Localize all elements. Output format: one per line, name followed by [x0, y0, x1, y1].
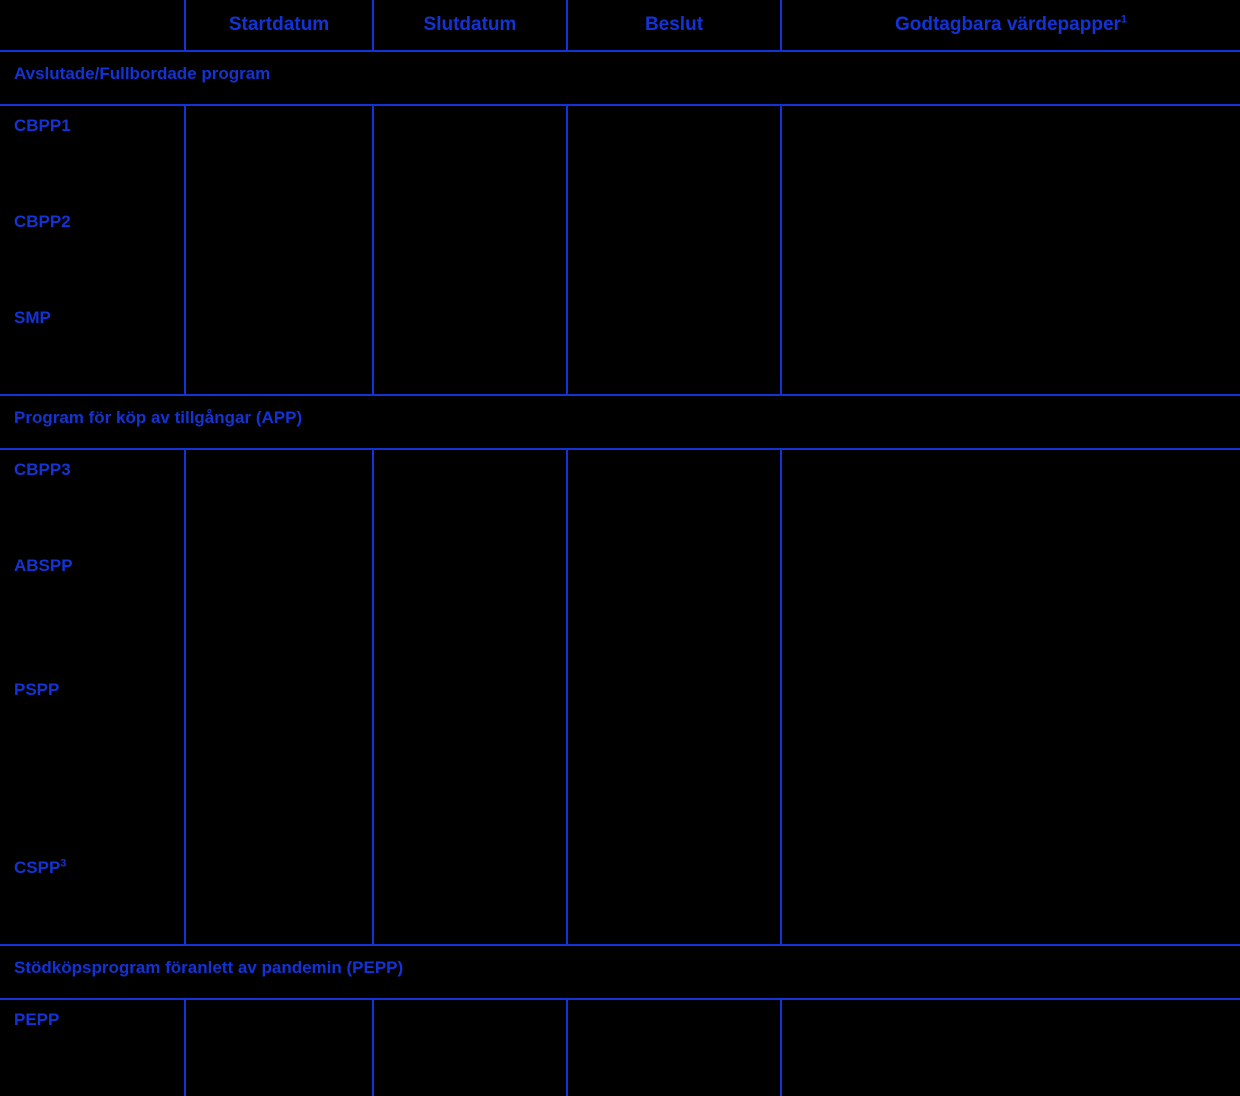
row-label-abspp-text: ABSPP [14, 556, 73, 575]
cell-cbpp2-slutdatum [373, 202, 567, 298]
column-header-slutdatum: Slutdatum [373, 0, 567, 51]
cell-abspp-beslut [567, 546, 781, 670]
table-row [0, 999, 1240, 1096]
section-header-row [0, 51, 1240, 105]
cell-cbpp3-startdatum [185, 449, 373, 546]
cell-abspp-vardepapper [781, 546, 1240, 670]
table-header-row [0, 0, 1240, 51]
section-title-pepp: Stödköpsprogram föranlett av pandemin (PEPP) [0, 945, 1240, 999]
table-row [0, 670, 1240, 848]
cell-cbpp1-vardepapper [781, 105, 1240, 202]
column-header-vardepapper [781, 0, 1240, 51]
cell-cbpp1-startdatum [185, 105, 373, 202]
table-row [0, 848, 1240, 945]
row-label-cspp [0, 848, 185, 945]
section-title-avslutade: Avslutade/Fullbordade program [0, 51, 1240, 105]
cell-smp-beslut [567, 298, 781, 395]
table-row [0, 449, 1240, 546]
row-label-pspp [0, 670, 185, 848]
cell-abspp-slutdatum [373, 546, 567, 670]
row-label-cbpp2-text: CBPP2 [14, 212, 71, 231]
cell-cspp-startdatum [185, 848, 373, 945]
row-label-smp [0, 298, 185, 395]
cell-pspp-startdatum [185, 670, 373, 848]
row-label-cspp-name: CSPP [14, 858, 61, 877]
cell-pepp-beslut [567, 999, 781, 1096]
cell-pspp-beslut [567, 670, 781, 848]
table-row [0, 546, 1240, 670]
cell-pspp-vardepapper [781, 670, 1240, 848]
table-body [0, 51, 1240, 1096]
cell-cbpp3-vardepapper [781, 449, 1240, 546]
cell-smp-slutdatum [373, 298, 567, 395]
row-label-cbpp3-text: CBPP3 [14, 460, 71, 479]
cell-cbpp2-beslut [567, 202, 781, 298]
row-label-cbpp2 [0, 202, 185, 298]
cell-pepp-slutdatum [373, 999, 567, 1096]
row-label-smp-text: SMP [14, 308, 51, 327]
column-header-vardepapper-text: Godtagbara värdepapper [894, 14, 1121, 35]
column-header-program [0, 0, 185, 51]
section-title-app: Program för köp av tillgångar (APP) [0, 395, 1240, 449]
row-label-pepp-text: PEPP [14, 1010, 60, 1029]
row-label-cspp-footnote: 3 [60, 857, 67, 870]
cell-pspp-slutdatum [373, 670, 567, 848]
row-label-cbpp1-text: CBPP1 [14, 116, 71, 135]
table-row [0, 298, 1240, 395]
cell-pepp-vardepapper [781, 999, 1240, 1096]
cell-cbpp2-startdatum [185, 202, 373, 298]
row-label-cbpp1 [0, 105, 185, 202]
cell-cspp-beslut [567, 848, 781, 945]
row-label-cspp-text [14, 858, 178, 934]
cell-abspp-startdatum [185, 546, 373, 670]
row-label-abspp [0, 546, 185, 670]
row-label-pspp-text: PSPP [14, 680, 60, 699]
cell-cbpp1-beslut [567, 105, 781, 202]
column-header-beslut: Beslut [567, 0, 781, 51]
row-label-pepp [0, 999, 185, 1096]
table-header [0, 0, 1240, 51]
cell-smp-startdatum [185, 298, 373, 395]
cell-pepp-startdatum [185, 999, 373, 1096]
cell-cspp-slutdatum [373, 848, 567, 945]
table-row [0, 202, 1240, 298]
table-row [0, 105, 1240, 202]
row-label-cbpp3 [0, 449, 185, 546]
cell-smp-vardepapper [781, 298, 1240, 395]
cell-cbpp1-slutdatum [373, 105, 567, 202]
column-header-vardepapper-footnote: 1 [1120, 13, 1128, 26]
cell-cspp-vardepapper [781, 848, 1240, 945]
column-header-startdatum: Startdatum [185, 0, 373, 51]
section-header-row [0, 945, 1240, 999]
cell-cbpp3-slutdatum [373, 449, 567, 546]
cell-cbpp3-beslut [567, 449, 781, 546]
cell-cbpp2-vardepapper [781, 202, 1240, 298]
section-header-row [0, 395, 1240, 449]
